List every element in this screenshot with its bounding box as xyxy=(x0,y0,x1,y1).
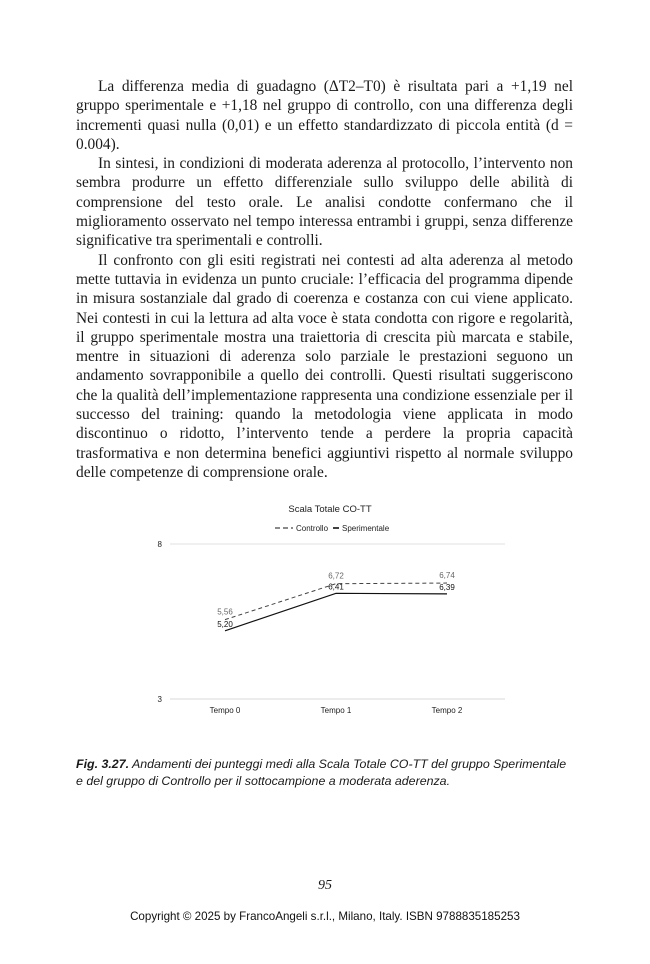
x-tick-label: Tempo 1 xyxy=(320,706,352,715)
data-label-controllo: 6,74 xyxy=(439,571,455,581)
paragraph-2: In sintesi, in condizioni di moderata aderenza al protocollo, l’intervento non sembra produrre un effetto differenziale sullo sviluppo delle abilità di comprensione del testo orale. Le analisi condotte confermano che il miglioramento osservato nel tempo interessa entrambi i gruppi, senza differenze significative tra sperimentali e controlli. xyxy=(76,155,573,250)
legend-label-sperimentale: Sperimentale xyxy=(342,524,390,533)
y-tick-label-max: 8 xyxy=(157,540,162,549)
x-tick-label: Tempo 2 xyxy=(431,706,463,715)
data-labels xyxy=(217,571,455,629)
paragraph-1: La differenza media di guadagno (ΔT2–T0) è risultata pari a +1,19 nel gruppo sperimentale e +1,18 nel gruppo di controllo, con una differenza degli incrementi quasi nulla (0,01) e un effetto standardizzato di piccola entità (d = 0.004). xyxy=(76,78,573,153)
figure-caption xyxy=(76,756,576,789)
x-tick-label: Tempo 0 xyxy=(209,706,241,715)
body-text xyxy=(76,77,573,482)
y-tick-label-min: 3 xyxy=(157,695,162,704)
data-label-controllo: 6,72 xyxy=(328,571,344,581)
page-number: 95 xyxy=(318,878,332,893)
data-label-sperimentale: 6,41 xyxy=(328,582,344,592)
x-axis-tick-labels xyxy=(210,706,463,715)
data-label-sperimentale: 5,20 xyxy=(217,619,233,629)
figure-label: Fig. 3.27. xyxy=(76,757,130,771)
legend-label-controllo: Controllo xyxy=(296,524,329,533)
figure-caption-text: Andamenti dei punteggi medi alla Scala Totale CO-TT del gruppo Sperimentale e del gruppo di Controllo per il sottocampione a moderata aderenza. xyxy=(76,757,567,788)
copyright-notice: Copyright © 2025 by FrancoAngeli s.r.l., Milano, Italy. ISBN 9788835185253 xyxy=(130,910,520,923)
data-label-controllo: 5,56 xyxy=(217,607,233,617)
series-line-sperimentale xyxy=(225,593,447,631)
data-label-sperimentale: 6,39 xyxy=(439,582,455,592)
paragraph-3: Il confronto con gli esiti registrati nei contesti ad alta aderenza al metodo mette tuttavia in evidenza un punto cruciale: l’efficacia del programma dipende in misura sostanziale dal grado di coerenza e costanza con cui viene applicato. Nei contesti in cui la lettura ad alta voce è stata condotta con rigore e regolarità, il gruppo sperimentale mostra una traiettoria di crescita più marcata e stabile, mentre in situazioni di aderenza solo parziale le prestazioni seguono un andamento sovrapponibile a quello dei controlli. Questi risultati suggeriscono che la qualità dell’implementazione rappresenta una condizione essenziale per il successo del training: quando la metodologia viene applicata in modo discontinuo o ridotto, l’intervento tende a perdere la propria capacità trasformativa e non determina benefici aggiuntivi rispetto al normale sviluppo delle competenze di comprensione orale. xyxy=(76,251,573,481)
line-chart xyxy=(140,500,520,725)
chart-legend xyxy=(275,524,390,533)
chart-title: Scala Totale CO-TT xyxy=(288,504,372,515)
